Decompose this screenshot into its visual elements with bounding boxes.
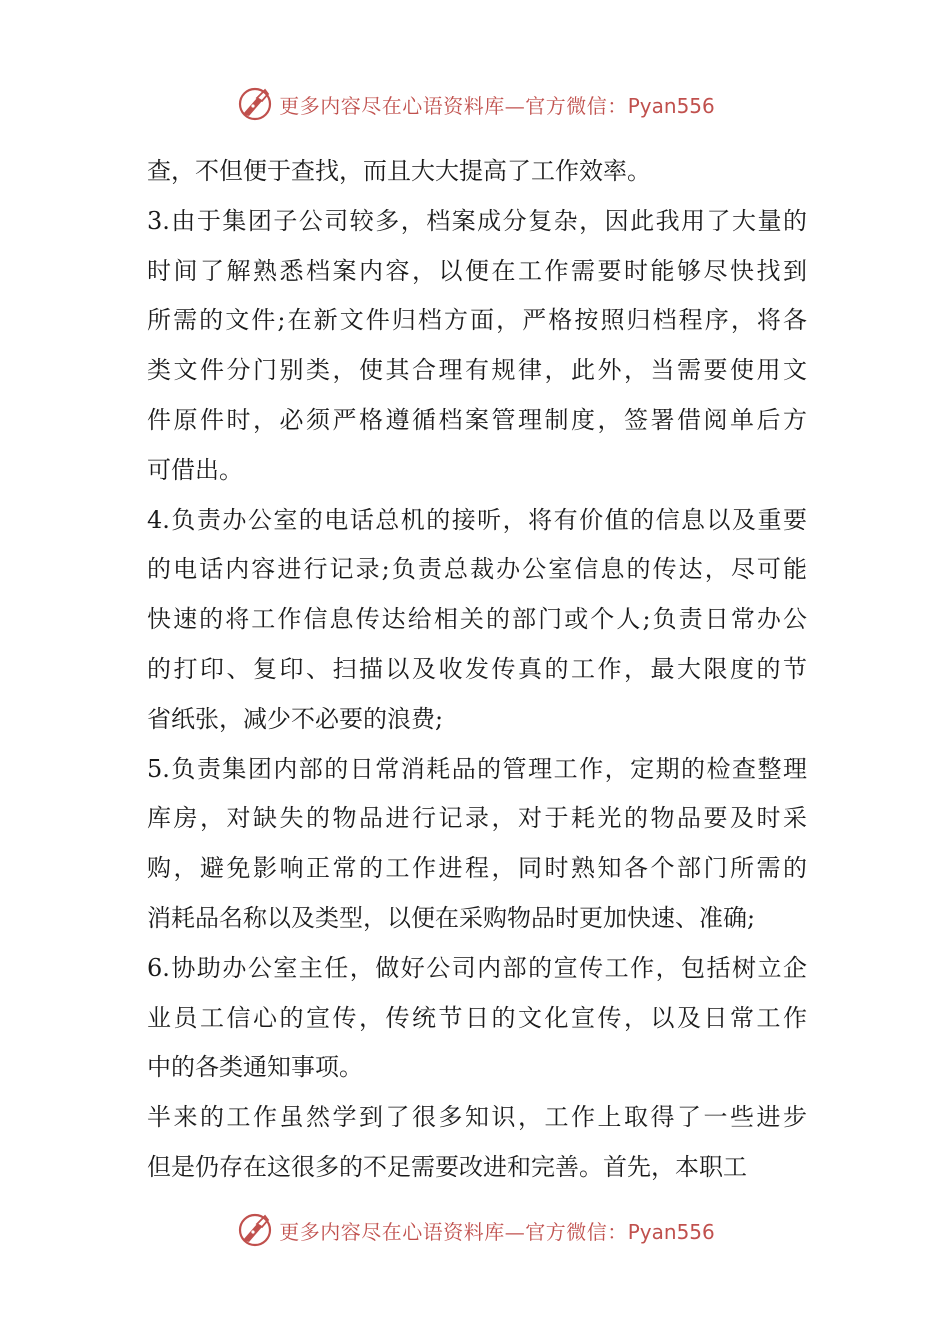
- text-line: 库房，对缺失的物品进行记录，对于耗光的物品要及时采: [147, 804, 807, 833]
- banner-wechat-id: Pyan556: [627, 1219, 715, 1244]
- text-line: 的电话内容进行记录;负责总裁办公室信息的传达，尽可能: [147, 555, 807, 584]
- text-line: 4.负责办公室的电话总机的接听，将有价值的信息以及重要: [147, 505, 807, 534]
- pen-nib-logo-icon: [235, 1210, 275, 1250]
- text-line: 5.负责集团内部的日常消耗品的管理工作，定期的检查整理: [147, 754, 807, 783]
- text-line: 所需的文件;在新文件归档方面，严格按照归档程序，将各: [147, 306, 807, 335]
- paragraph: [147, 496, 807, 745]
- banner-text: 更多内容尽在心语资料库—官方微信：: [279, 1219, 628, 1244]
- text-line: 购，避免影响正常的工作进程，同时熟知各个部门所需的: [147, 854, 807, 883]
- text-line: 类文件分门别类，使其合理有规律，此外，当需要使用文: [147, 356, 807, 385]
- paragraph: [147, 197, 807, 496]
- text-line: 省纸张，减少不必要的浪费;: [147, 704, 444, 733]
- text-line: 消耗品名称以及类型，以便在采购物品时更加快速、准确;: [147, 903, 756, 932]
- paragraph: [147, 944, 807, 1093]
- text-line: 半来的工作虽然学到了很多知识，工作上取得了一些进步: [147, 1103, 807, 1132]
- text-line: 快速的将工作信息传达给相关的部门或个人;负责日常办公: [147, 605, 807, 634]
- footer-banner: [0, 1210, 950, 1250]
- text-line: 但是仍存在这很多的不足需要改进和完善。首先，本职工: [147, 1152, 747, 1181]
- banner-wechat-id: Pyan556: [627, 93, 715, 118]
- text-line: 件原件时，必须严格遵循档案管理制度，签署借阅单后方: [147, 405, 807, 434]
- paragraph: [147, 147, 807, 197]
- text-line: 业员工信心的宣传，传统节日的文化宣传，以及日常工作: [147, 1003, 807, 1032]
- text-line: 6.协助办公室主任，做好公司内部的宣传工作，包括树立企: [147, 953, 807, 982]
- document-body: [147, 147, 807, 1193]
- pen-nib-logo-icon: [235, 84, 275, 124]
- text-line: 中的各类通知事项。: [147, 1053, 363, 1082]
- text-line: 时间了解熟悉档案内容，以便在工作需要时能够尽快找到: [147, 256, 807, 285]
- paragraph: [147, 745, 807, 944]
- text-line: 可借出。: [147, 455, 243, 484]
- text-line: 3.由于集团子公司较多，档案成分复杂，因此我用了大量的: [147, 206, 807, 235]
- paragraph: [147, 1093, 807, 1193]
- text-line: 查，不但便于查找，而且大大提高了工作效率。: [147, 157, 651, 185]
- text-line: 的打印、复印、扫描以及收发传真的工作，最大限度的节: [147, 654, 807, 683]
- header-banner: [0, 84, 950, 124]
- banner-text: 更多内容尽在心语资料库—官方微信：: [279, 93, 628, 118]
